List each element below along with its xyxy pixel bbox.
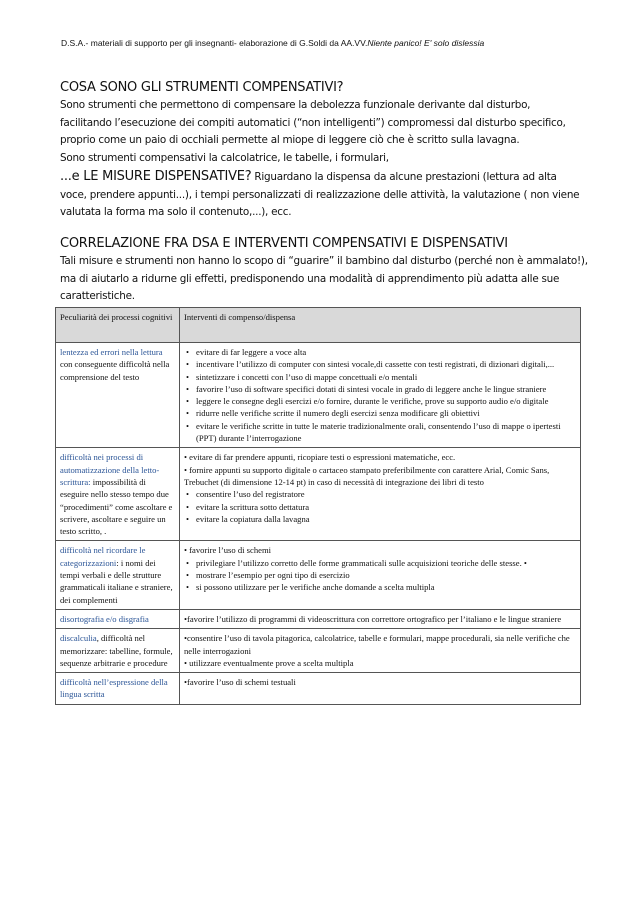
list-item: • sintetizzare i concetti con l’uso di mappe concettuali e/o mentali — [196, 371, 577, 383]
list-item: • consentire l’uso del registratore — [196, 488, 577, 500]
list-item: • leggere le consegne degli esercizi e/o fornire, durante le verifiche, prove su supporto audio e/o digitale — [196, 395, 577, 407]
table-cell-interventions — [180, 541, 581, 609]
intervention-list — [184, 488, 577, 525]
paragraph-line: voce, prendere appunti...), i tempi personalizzati di realizzazione delle attività, la valutazione ( non viene — [60, 188, 580, 201]
paragraph-line: caratteristiche. — [60, 290, 135, 302]
table-cell-peculiarity — [56, 629, 180, 673]
section-correlazione — [60, 235, 590, 306]
table-cell-peculiarity — [56, 343, 180, 448]
intervention-text: •favorire l’uso di schemi testuali — [184, 677, 296, 688]
peculiarity-text: impossibilità di eseguire nello stesso tempo due “procedimenti” come ascoltare e scrivere, ascoltare e seguire un testo scritto, . — [60, 476, 173, 537]
intervention-text: • utilizzare eventualmente prove a scelta multipla — [184, 657, 354, 668]
table-row — [56, 343, 581, 448]
list-item: • ridurre nelle verifiche scritte il numero degli esercizi senza modificare gli obiettivi — [196, 407, 577, 419]
list-item: • mostrare l’esempio per ogni tipo di esercizio — [196, 569, 577, 581]
intervention-text: • favorire l’uso di schemi — [184, 545, 272, 556]
section-dispensative — [60, 168, 590, 222]
list-item: • si possono utilizzare per le verifiche anche domande a scelta multipla — [196, 581, 577, 593]
peculiarity-highlight: difficoltà nei processi di automatizzazione della letto-scrittura: — [60, 452, 160, 487]
table-cell-peculiarity — [56, 541, 180, 609]
intervention-text: • evitare di far prendere appunti, ricopiare testi o espressioni matematiche, ecc. — [184, 452, 456, 463]
table-cell-interventions — [180, 629, 581, 673]
list-item: • favorire l’uso di software specifici dotati di sintesi vocale in grado di leggere anche le lingue straniere — [196, 383, 577, 395]
list-item: • privilegiare l’utilizzo corretto delle forme grammaticali sulle acquisizioni teoriche delle stesse. • — [196, 557, 577, 569]
table-cell-peculiarity — [56, 673, 180, 705]
table-cell-interventions — [180, 448, 581, 541]
list-item: • evitare la copiatura dalla lavagna — [196, 513, 577, 525]
peculiarity-highlight: disortografia e/o disgrafia — [60, 613, 149, 624]
intervention-text: • fornire appunti su supporto digitale o cartaceo stampato preferibilmente con carattere Arial, Comic Sans, Trebuchet (di dimensione 12-14 pt) in caso di necessità di integrazione dei libri di testo — [184, 464, 550, 487]
column-header: Interventi di compenso/dispensa — [180, 308, 581, 343]
intervention-text: •favorire l’utilizzo di programmi di videoscrittura con correttore ortografico per l’italiano e le lingue straniere — [184, 613, 562, 624]
peculiarity-highlight: discalculia — [60, 633, 97, 644]
paragraph-line: facilitando l’esecuzione dei compiti automatici (“non intelligenti”) compromessi dal disturbo specifico, — [60, 116, 566, 129]
intervention-text: •consentire l’uso di tavola pitagorica, calcolatrice, tabelle e formulari, mappe procedurali, sia nelle verifiche che nelle interrogazioni — [184, 633, 570, 656]
header-text: D.S.A.- materiali di supporto per gli insegnanti- elaborazione di G.Soldi da AA.VV. — [61, 38, 368, 48]
list-item: • evitare la scrittura sotto dettatura — [196, 501, 577, 513]
intervention-list — [184, 557, 577, 594]
paragraph-text: Riguardano la dispensa da alcune prestazioni (lettura ad alta — [251, 171, 557, 183]
section-heading: CORRELAZIONE FRA DSA E INTERVENTI COMPENSATIVI E DISPENSATIVI — [60, 236, 508, 251]
peculiarity-text: , difficoltà nel memorizzare: tabelline, formule, sequenze arbitrarie e procedure — [60, 633, 173, 668]
peculiarity-highlight: lentezza ed errori nella lettura — [60, 347, 163, 357]
list-item: • evitare di far leggere a voce alta — [196, 346, 577, 358]
paragraph-line: Sono strumenti che permettono di compensare la debolezza funzionale derivante dal disturbo, — [60, 99, 531, 111]
table-cell-peculiarity — [56, 448, 180, 541]
table-row — [56, 541, 581, 609]
page-header — [61, 38, 601, 48]
column-header: Peculiarità dei processi cognitivi — [56, 308, 180, 343]
table-cell-interventions — [180, 673, 581, 705]
section-compensativi — [60, 79, 590, 167]
intervention-list — [184, 346, 577, 444]
table-row — [56, 673, 581, 705]
table-row — [56, 609, 581, 628]
paragraph-line: ma di aiutarlo a ridurne gli effetti, predisponendo una modalità di apprendimento più adatta alle sue — [60, 272, 560, 285]
table-row — [56, 629, 581, 673]
peculiarity-text: : i nomi dei tempi verbali e delle strutture grammaticali italiane e straniere, dei complementi — [60, 557, 173, 605]
table-header-row — [56, 308, 581, 343]
paragraph-line: Tali misure e strumenti non hanno lo scopo di “guarire” il bambino dal disturbo (perché non è ammalato!), — [60, 255, 588, 267]
peculiarity-highlight: difficoltà nel ricordare le categorizzazioni — [60, 545, 146, 568]
table-cell-interventions — [180, 343, 581, 448]
list-item: • incentivare l’utilizzo di computer con sintesi vocale,di cassette con testi registrati, di dizionari digitali,... — [196, 358, 577, 370]
list-item: • evitare le verifiche scritte in tutte le materie tradizionalmente orali, consentendo l’uso di mappe o ipertesti (PPT) durante l’interrogazione — [196, 420, 577, 445]
correlation-table — [55, 307, 581, 705]
section-heading: COSA SONO GLI STRUMENTI COMPENSATIVI? — [60, 80, 344, 95]
paragraph-line: valutata la forma ma solo il contenuto,...), ecc. — [60, 206, 292, 218]
section-heading: ...e LE MISURE DISPENSATIVE? — [60, 169, 252, 184]
peculiarity-text: con conseguente difficoltà nella comprensione del testo — [60, 359, 170, 382]
table-cell-peculiarity — [56, 609, 180, 628]
table-cell-interventions — [180, 609, 581, 628]
paragraph-line: proprio come un paio di occhiali permette al miope di leggere ciò che è scritto sulla lavagna. — [60, 134, 520, 146]
paragraph-line: Sono strumenti compensativi la calcolatrice, le tabelle, i formulari, — [60, 151, 389, 164]
peculiarity-highlight: difficoltà nell’espressione della lingua scritta — [60, 677, 168, 700]
header-italic-title: Niente panico! E' solo dislessia — [367, 38, 485, 48]
table-row — [56, 448, 581, 541]
